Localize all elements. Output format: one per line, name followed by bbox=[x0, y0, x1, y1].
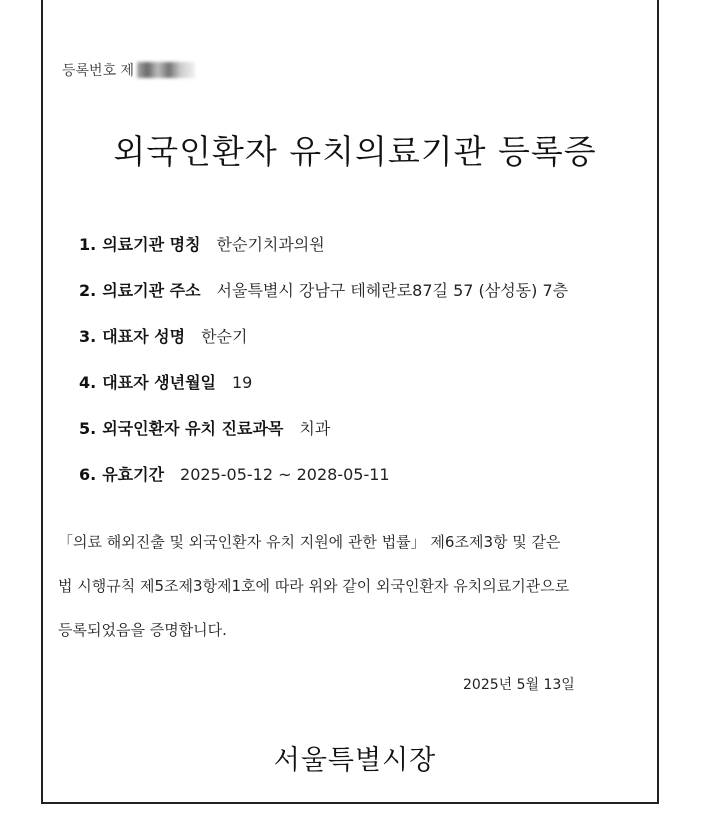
item-value: 치과 bbox=[299, 419, 331, 438]
item-value: 서울특별시 강남구 테헤란로87길 57 (삼성동) 7층 bbox=[216, 281, 569, 300]
certification-statement bbox=[58, 520, 648, 652]
item-label: 의료기관 주소 bbox=[102, 281, 201, 300]
item-facility-name bbox=[79, 232, 568, 278]
item-label: 대표자 생년월일 bbox=[102, 373, 216, 392]
item-label: 유효기간 bbox=[102, 465, 165, 484]
item-label: 대표자 성명 bbox=[102, 327, 186, 346]
statement-line-2: 법 시행규칙 제5조제3항제1호에 따라 위와 같이 외국인환자 유치의료기관으로 bbox=[58, 577, 570, 595]
item-number: 3. bbox=[79, 327, 97, 346]
registration-number bbox=[62, 60, 195, 80]
item-validity-period bbox=[79, 462, 568, 508]
item-label: 의료기관 명칭 bbox=[102, 235, 201, 254]
issuer-title: 서울특별시장 bbox=[273, 745, 437, 776]
item-treatment-department bbox=[79, 416, 568, 462]
document-title: 외국인환자 유치의료기관 등록증 bbox=[113, 132, 597, 171]
item-number: 4. bbox=[79, 373, 97, 392]
item-number: 1. bbox=[79, 235, 97, 254]
item-value: 한순기치과의원 bbox=[216, 235, 325, 254]
registration-number-label: 등록번호 제 bbox=[62, 63, 135, 79]
issue-date: 2025년 5월 13일 bbox=[463, 677, 575, 693]
item-value: 2025-05-12 ~ 2028-05-11 bbox=[180, 465, 390, 484]
item-facility-address bbox=[79, 278, 568, 324]
statement-line-1: 「의료 해외진출 및 외국인환자 유치 지원에 관한 법률」 제6조제3항 및 같은 bbox=[58, 533, 561, 551]
item-number: 2. bbox=[79, 281, 97, 300]
item-value: 19 bbox=[231, 373, 253, 392]
item-number: 6. bbox=[79, 465, 97, 484]
item-number: 5. bbox=[79, 419, 97, 438]
redacted-number-blur bbox=[137, 62, 195, 78]
item-representative-name bbox=[79, 324, 568, 370]
item-representative-birthdate bbox=[79, 370, 568, 416]
statement-line-3: 등록되었음을 증명합니다. bbox=[58, 621, 227, 639]
certificate-items bbox=[79, 232, 568, 508]
item-value: 한순기 bbox=[201, 327, 248, 346]
item-label: 외국인환자 유치 진료과목 bbox=[102, 419, 284, 438]
